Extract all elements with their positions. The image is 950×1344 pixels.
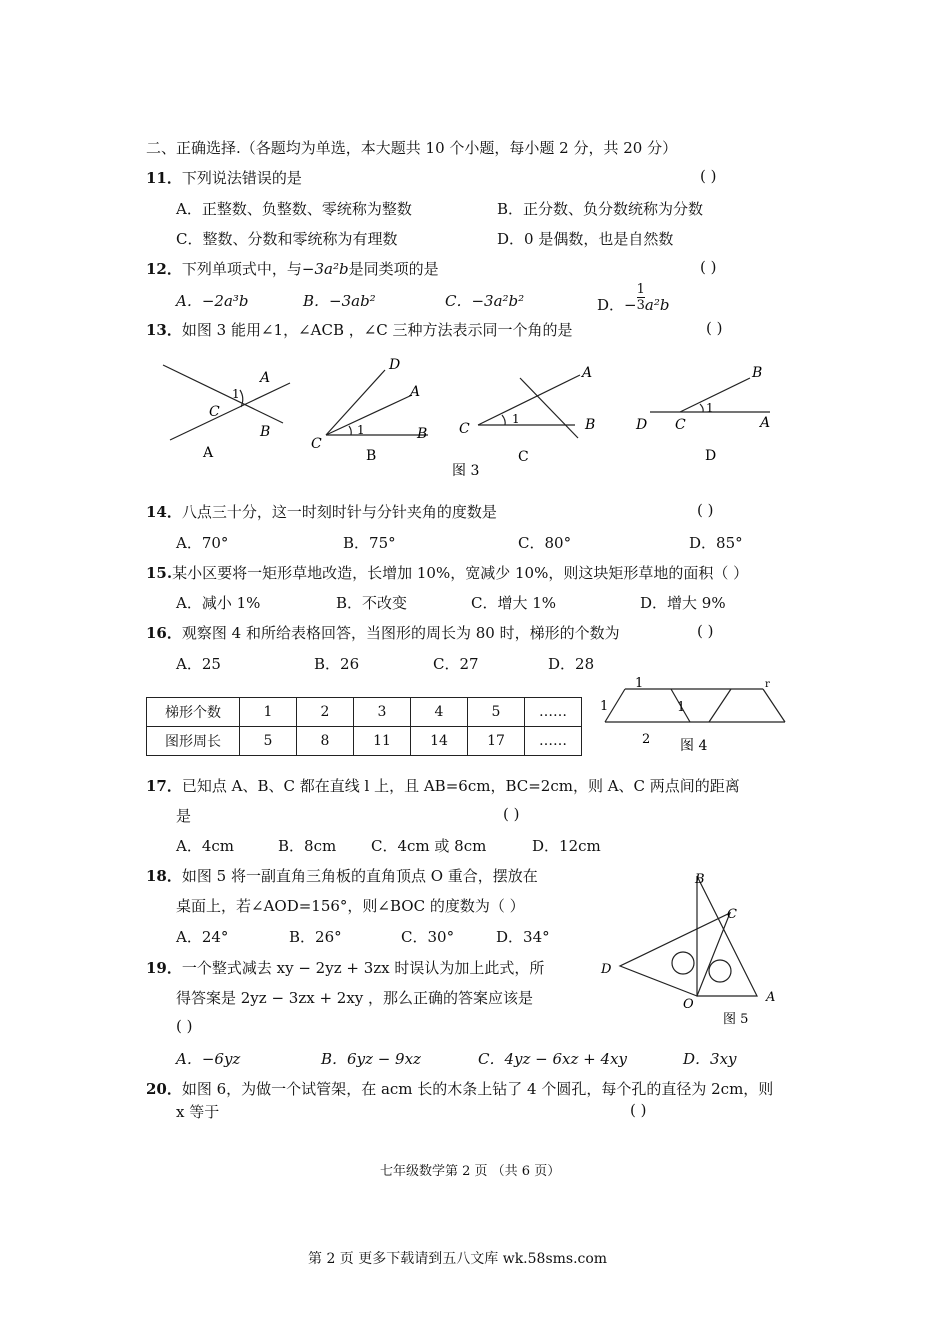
- angle-arc: [240, 390, 243, 407]
- option-a-19: A．−6yz: [176, 1050, 241, 1068]
- option-label: A: [203, 445, 214, 461]
- table-cell: 14: [411, 727, 468, 756]
- section-title: 二、正确选择.（各题均为单选，本大题共 10 个小题，每小题 2 分，共 20 分）: [146, 139, 678, 157]
- fraction: [637, 282, 645, 313]
- option-a-12: A．−2a³b: [176, 292, 249, 310]
- figure-caption: 图 4: [680, 738, 708, 754]
- option-a-17: A．4cm: [176, 837, 235, 855]
- point-label: D: [601, 962, 612, 977]
- question-11: [146, 167, 302, 188]
- option-a-18: A．24°: [176, 928, 229, 946]
- point-label: A: [766, 990, 776, 1005]
- question-14: [146, 501, 497, 522]
- point-label: A: [260, 370, 271, 386]
- angle-label: 1: [512, 412, 520, 426]
- point-label: A: [760, 415, 771, 431]
- question-stem-pre: 下列单项式中，与: [181, 260, 302, 278]
- angle-label: 1: [232, 387, 240, 401]
- table-cell: 2: [297, 698, 354, 727]
- angle-label: 1: [357, 423, 365, 437]
- trapezoid-table: [146, 697, 582, 756]
- figure-5: [595, 868, 795, 1038]
- question-20: [146, 1078, 773, 1099]
- table-cell: 11: [354, 727, 411, 756]
- question-number: 19．: [146, 959, 182, 977]
- figure-3: [0, 350, 950, 500]
- question-number: 18．: [146, 867, 182, 885]
- table-cell: ……: [525, 727, 582, 756]
- table-row: [147, 698, 582, 727]
- table-cell: 3: [354, 698, 411, 727]
- question-19: [146, 957, 544, 978]
- angle-arc: [502, 415, 505, 425]
- option-c-14: C．80°: [518, 534, 572, 552]
- question-stem: 某小区要将一矩形草地改造，长增加 10%，宽减少 10%，则这块矩形草地的面积（ ）: [172, 564, 749, 582]
- question-16: [146, 622, 620, 643]
- answer-paren-17: ( ): [503, 805, 520, 823]
- table-cell: 17: [468, 727, 525, 756]
- question-18: [146, 865, 538, 886]
- figure-3b: [326, 370, 428, 435]
- option-c-15: C．增大 1%: [471, 594, 557, 612]
- table-cell: 5: [468, 698, 525, 727]
- point-label: C: [727, 907, 737, 922]
- side-edge: [763, 689, 785, 722]
- point-label: A: [582, 365, 593, 381]
- point-label: C: [209, 404, 220, 420]
- option-d-15: D．增大 9%: [640, 594, 726, 612]
- question-stem: 八点三十分，这一时刻时针与分针夹角的度数是: [181, 503, 497, 521]
- angle-label: 1: [706, 401, 714, 415]
- table-cell: 4: [411, 698, 468, 727]
- angle-arc: [700, 404, 703, 412]
- option-b-14: B．75°: [343, 534, 396, 552]
- point-label: B: [752, 365, 763, 381]
- table-cell: 8: [297, 727, 354, 756]
- question-stem: 如图 5 将一副直角三角板的直角顶点 O 重合，摆放在: [181, 867, 538, 885]
- watermark: 第 2 页 更多下载请到五八文库 wk.58sms.com: [308, 1251, 608, 1267]
- option-c-16: C．27: [433, 655, 479, 673]
- question-19-cont: 得答案是 2yz − 3zx + 2xy ，那么正确的答案应该是: [176, 989, 534, 1007]
- figure-3c: [478, 375, 580, 438]
- point-label: B: [417, 426, 428, 442]
- edge-label: r: [765, 679, 770, 690]
- answer-paren-11: ( ): [700, 167, 717, 185]
- hole: [672, 952, 694, 974]
- question-number: 15.: [146, 564, 173, 582]
- answer-paren-16: ( ): [697, 622, 714, 640]
- angle-arc: [349, 426, 351, 435]
- figure-caption: 图 5: [723, 1012, 749, 1027]
- option-a-15: A．减小 1%: [176, 594, 261, 612]
- point-label: D: [636, 417, 648, 433]
- option-a-16: A．25: [176, 655, 221, 673]
- option-d-prefix: D．−: [597, 295, 637, 314]
- question-18-cont: 桌面上，若∠AOD=156°，则∠BOC 的度数为（ ）: [176, 897, 525, 915]
- line: [520, 378, 578, 438]
- figure-3a: [163, 365, 290, 440]
- divider: [709, 689, 731, 722]
- answer-paren-13: ( ): [706, 319, 723, 337]
- answer-paren-20: ( ): [630, 1101, 647, 1119]
- math-expression: −3a²b: [301, 260, 349, 278]
- point-label: B: [585, 417, 596, 433]
- table-cell: 5: [240, 727, 297, 756]
- table-cell: ……: [525, 698, 582, 727]
- point-label: B: [695, 872, 705, 887]
- question-number: 12．: [146, 260, 182, 278]
- table-row: [147, 727, 582, 756]
- question-number: 17．: [146, 777, 182, 795]
- option-c-18: C．30°: [401, 928, 455, 946]
- point-label: B: [260, 424, 271, 440]
- question-15: [146, 562, 748, 583]
- option-b-16: B．26: [314, 655, 360, 673]
- point-label: D: [389, 357, 401, 373]
- question-stem: 如图 6，为做一个试管架，在 acm 长的木条上钻了 4 个圆孔，每个孔的直径为 2cm，则: [181, 1080, 774, 1098]
- option-b-17: B．8cm: [278, 837, 337, 855]
- question-17: [146, 775, 740, 796]
- question-stem: 下列说法错误的是: [181, 169, 302, 187]
- option-label: B: [366, 448, 377, 464]
- option-a-11: A．正整数、负整数、零统称为整数: [176, 200, 412, 218]
- question-number: 20．: [146, 1080, 182, 1098]
- question-stem: 一个整式减去 xy − 2yz + 3zx 时误认为加上此式，所: [181, 959, 545, 977]
- ray-cd: [326, 370, 385, 435]
- option-b-19: B．6yz − 9xz: [321, 1050, 421, 1068]
- row-header: 梯形个数: [147, 698, 240, 727]
- option-d-16: D．28: [548, 655, 595, 673]
- option-label: D: [705, 448, 717, 464]
- question-13: [146, 319, 573, 340]
- option-b-18: B．26°: [289, 928, 342, 946]
- hole: [709, 960, 731, 982]
- question-number: 16．: [146, 624, 182, 642]
- question-17-cont: 是: [176, 807, 192, 825]
- question-stem: 如图 3 能用∠1，∠ACB ，∠C 三种方法表示同一个角的是: [181, 321, 573, 339]
- option-c-11: C．整数、分数和零统称为有理数: [176, 230, 398, 248]
- answer-paren-14: ( ): [697, 501, 714, 519]
- fraction-denominator: 3: [636, 298, 645, 313]
- ray-ca: [326, 395, 412, 435]
- option-c-19: C．4yz − 6xz + 4xy: [478, 1050, 627, 1068]
- option-label: C: [518, 449, 529, 465]
- question-number: 11．: [146, 169, 182, 187]
- point-label: A: [410, 384, 421, 400]
- triangle-odc: [620, 913, 730, 996]
- ray: [680, 378, 750, 412]
- option-d-19: D．3xy: [683, 1050, 737, 1068]
- line: [170, 383, 290, 440]
- edge-label: 1: [677, 700, 686, 715]
- answer-paren-19: ( ): [176, 1017, 193, 1035]
- option-d-14: D．85°: [689, 534, 743, 552]
- question-number: 14．: [146, 503, 182, 521]
- option-c-12: C．−3a²b²: [445, 292, 525, 310]
- fraction-numerator: 1: [636, 282, 645, 297]
- point-label: C: [459, 421, 470, 437]
- option-b-11: B．正分数、负分数统称为分数: [497, 200, 704, 218]
- triangle-obc: [697, 876, 757, 996]
- edge-label: 2: [642, 732, 651, 747]
- option-d-11: D．0 是偶数，也是自然数: [497, 230, 674, 248]
- option-d-18: D．34°: [496, 928, 550, 946]
- option-b-15: B．不改变: [336, 594, 408, 612]
- question-stem-post: 是同类项的是: [348, 260, 439, 278]
- row-header: 图形周长: [147, 727, 240, 756]
- question-number: 13．: [146, 321, 182, 339]
- figure-caption: 图 3: [452, 463, 480, 479]
- question-stem: 观察图 4 和所给表格回答，当图形的周长为 80 时，梯形的个数为: [181, 624, 620, 642]
- option-d-12: [597, 282, 669, 313]
- option-b-12: B．−3ab²: [303, 292, 376, 310]
- page-footer: 七年级数学第 2 页 （共 6 页）: [380, 1164, 561, 1179]
- question-stem: 已知点 A、B、C 都在直线 l 上，且 AB=6cm，BC=2cm，则 A、C 两点间的距离: [181, 777, 740, 795]
- question-20-cont: x 等于: [176, 1103, 220, 1121]
- point-label: O: [683, 997, 694, 1012]
- option-c-17: C．4cm 或 8cm: [371, 837, 487, 855]
- table-cell: 1: [240, 698, 297, 727]
- answer-paren-12: ( ): [700, 258, 717, 276]
- option-d-17: D．12cm: [532, 837, 601, 855]
- edge-label: 1: [600, 699, 609, 714]
- point-label: C: [675, 417, 686, 433]
- option-d-suffix: a²b: [644, 295, 670, 314]
- figure-4: [595, 675, 795, 755]
- edge-label: 1: [635, 676, 644, 691]
- question-12: [146, 258, 439, 279]
- line: [478, 375, 580, 425]
- point-label: C: [311, 436, 322, 452]
- option-a-14: A．70°: [176, 534, 229, 552]
